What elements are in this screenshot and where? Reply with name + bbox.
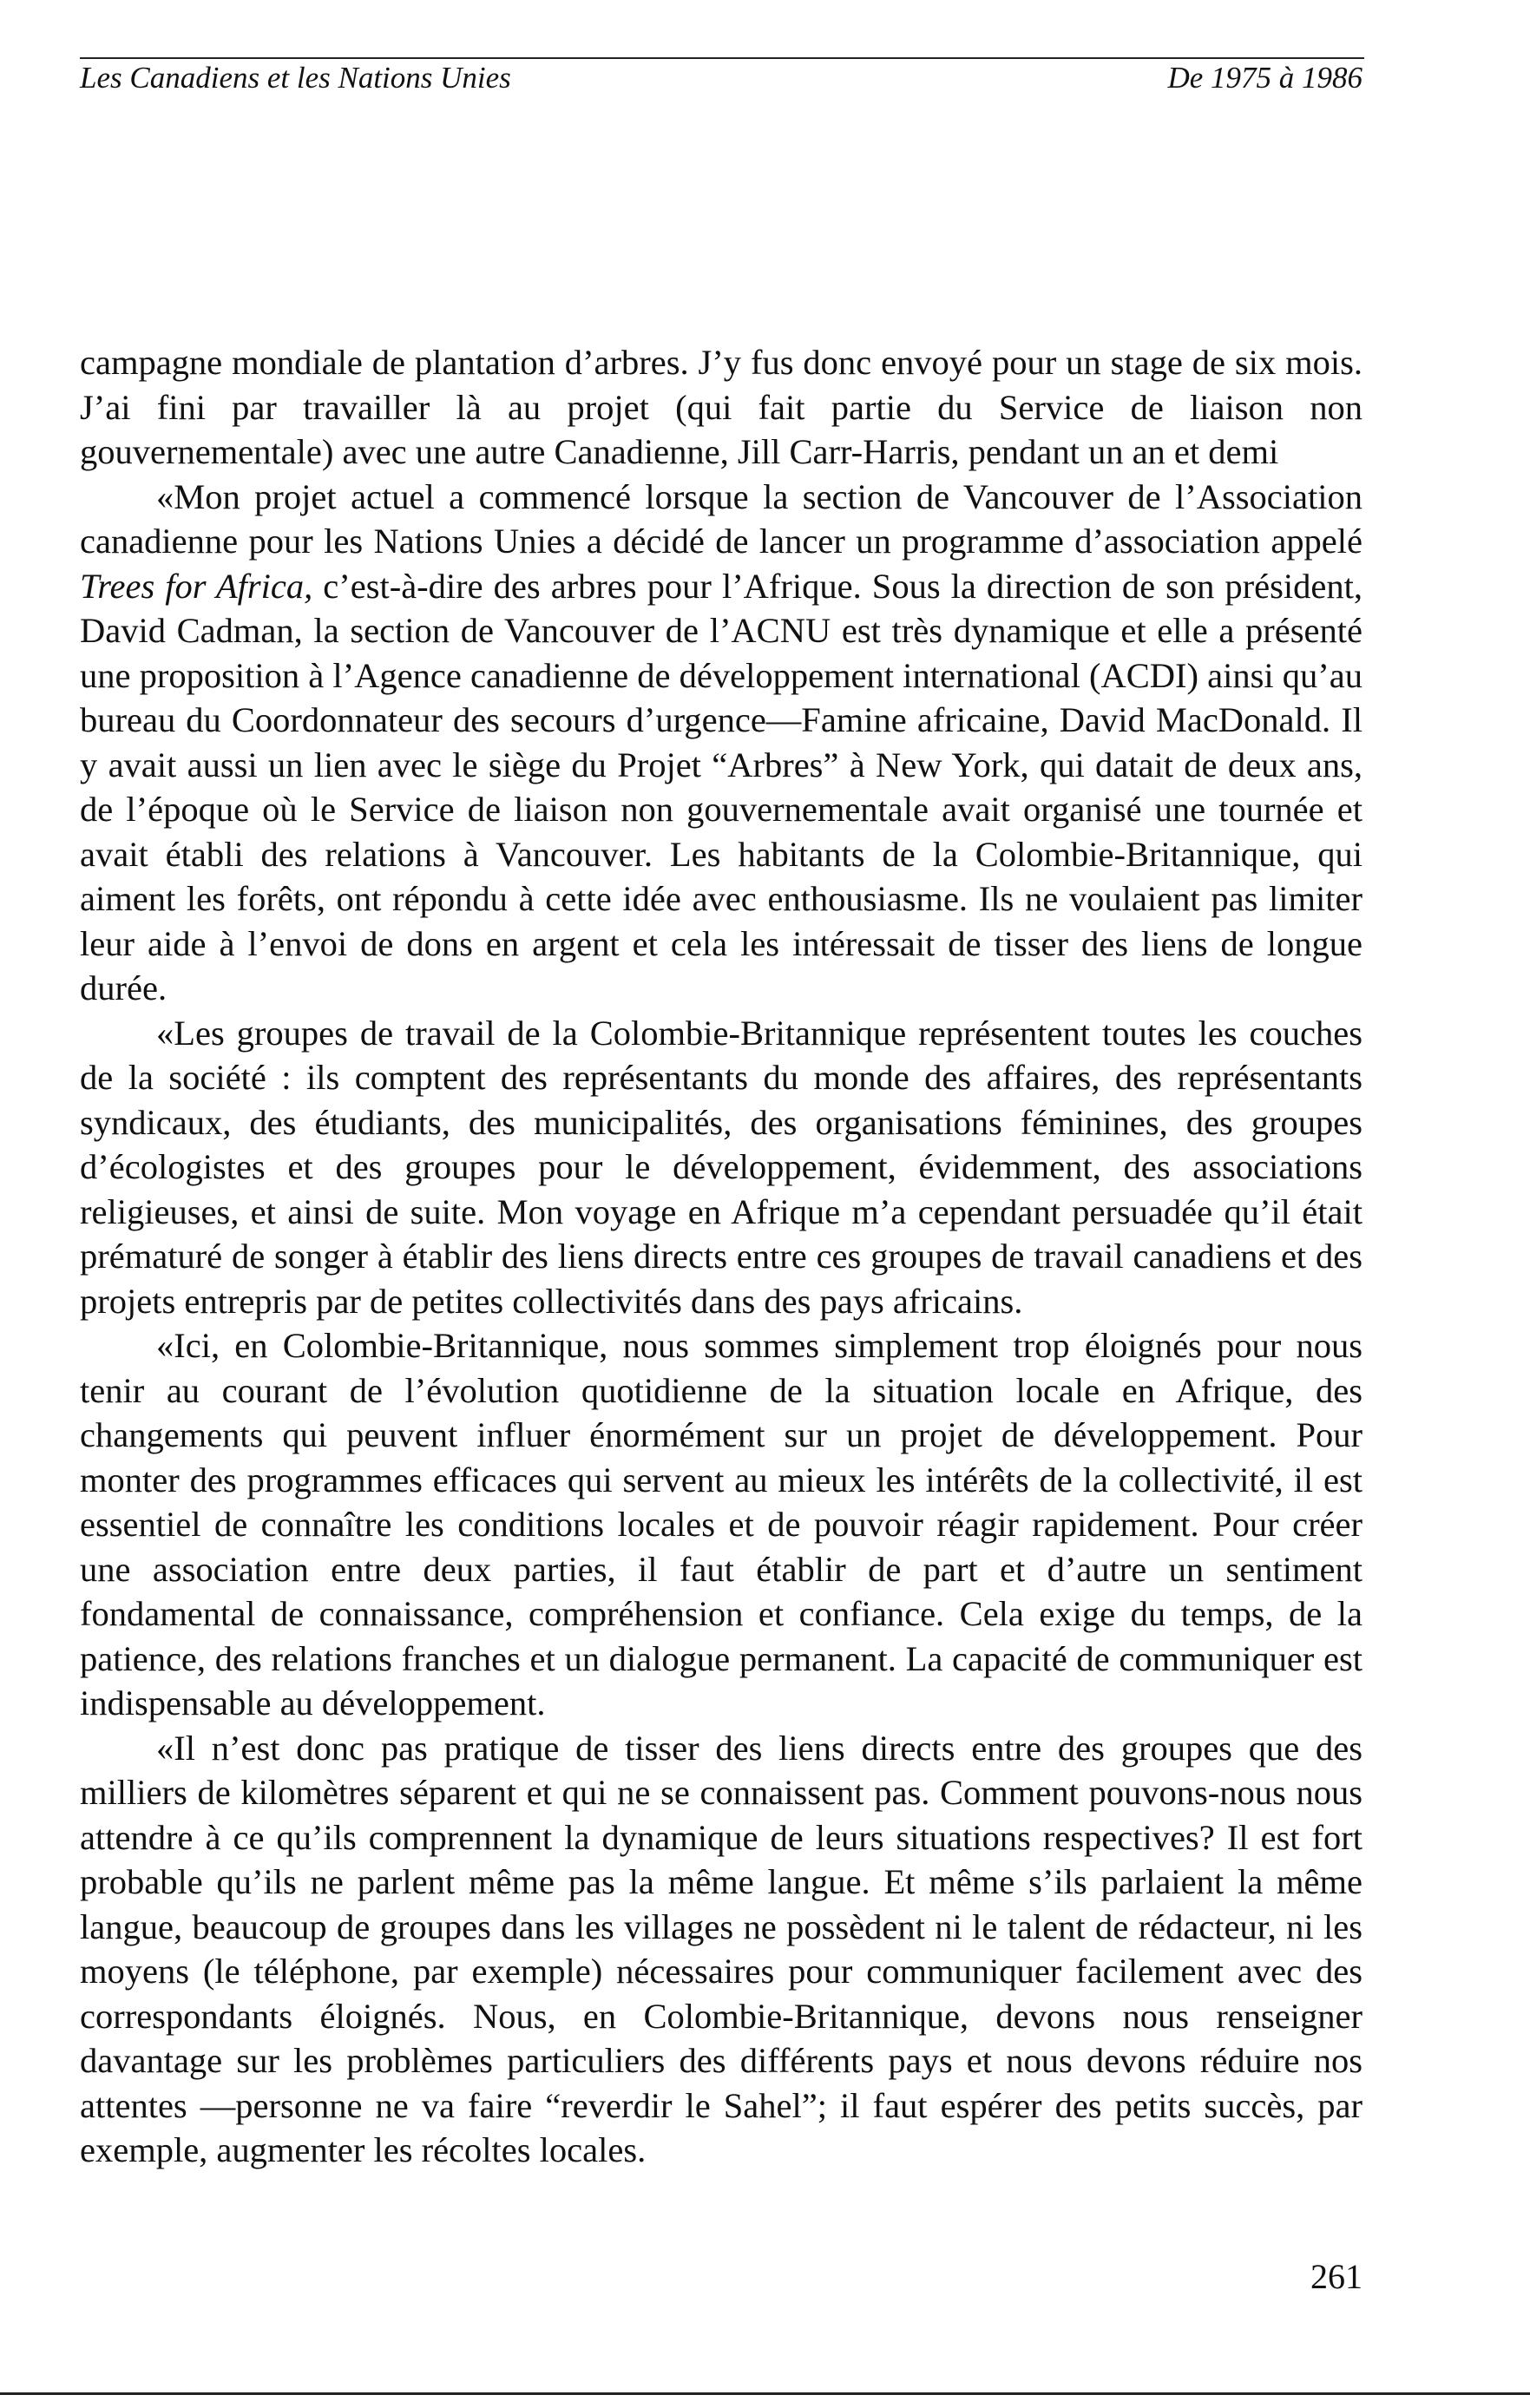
paragraph-text: «Mon projet actuel a commencé lorsque la section de Vancouver de l’Association canadienne pour les Nations Unies a décidé de lancer un programme d’association appelé (80, 476, 1363, 561)
paragraph-continuation (80, 340, 1363, 475)
running-header (80, 61, 1363, 95)
header-rule (80, 57, 1364, 59)
paragraph (80, 1011, 1363, 1324)
chapter-title: De 1975 à 1986 (1167, 61, 1363, 95)
paragraph-text: «Les groupes de travail de la Colombie-Britannique représentent toutes les couches de la société : ils comptent des représentants du monde des affaires, des représentants syndicaux, des étudiants, des municipalités, des organisations féminines, des groupes d’écologistes et des groupes pour le développement, évidemment, des associations religieuses, et ainsi de suite. Mon voyage en Afrique m’a cependant persuadée qu’il était prématuré de songer à établir des liens directs entre ces groupes de travail canadiens et des projets entrepris par de petites collectivités dans des pays africains. (80, 1013, 1363, 1321)
page-number: 261 (1310, 2257, 1363, 2296)
paragraph (80, 1323, 1363, 1726)
paragraph-text: campagne mondiale de plantation d’arbres. J’y fus donc envoyé pour un stage de six mois. J’ai fini par travailler là au projet (qui fait partie du Service de liaison non gouvernementale) avec une autre Canadienne, Jill Carr-Harris, pendant un an et demi (80, 343, 1363, 471)
paragraph-text: «Ici, en Colombie-Britannique, nous sommes simplement trop éloignés pour nous tenir au courant de l’évolution quotidienne de la situation locale en Afrique, des changements qui peuvent influer énormément sur un projet de développement. Pour monter des programmes efficaces qui servent au mieux les intérêts de la collectivité, il est essentiel de connaître les conditions locales et de pouvoir réagir rapidement. Pour créer une association entre deux parties, il faut établir de part et d’autre un sentiment fondamental de connaissance, compréhension et confiance. Cela exige du temps, de la patience, des relations franches et un dialogue permanent. La capacité de communiquer est indispensable au développement. (80, 1326, 1363, 1722)
paragraph-text: «Il n’est donc pas pratique de tisser des liens directs entre des groupes que des milliers de kilomètres séparent et qui ne se connaissent pas. Comment pouvons-nous nous attendre à ce qu’ils comprennent la dynamique de leurs situations respectives? Il est fort probable qu’ils ne parlent même pas la même langue. Et même s’ils parlaient la même langue, beaucoup de groupes dans les villages ne possèdent ni le talent de rédacteur, ni les moyens (le téléphone, par exemple) nécessaires pour communiquer facilement avec des correspondants éloignés. Nous, en Colombie-Britannique, devons nous renseigner davantage sur les problèmes particuliers des différents pays et nous devons réduire nos attentes —personne ne va faire “reverdir le Sahel”; il faut espérer des petits succès, par exemple, augmenter les récoltes locales. (80, 1728, 1363, 2169)
paragraph (80, 1726, 1363, 2173)
paragraph-text: c’est-à-dire des arbres pour l’Afrique. Sous la direction de son président, David Cadman, la section de Vancouver de l’ACNU est très dynamique et elle a présenté une proposition à l’Agence canadienne de développement international (ACDI) ainsi qu’au bureau du Coordonnateur des secours d’urgence—Famine africaine, David MacDonald. Il y avait aussi un lien avec le siège du Projet “Arbres” à New York, qui datait de deux ans, de l’époque où le Service de liaison non gouvernementale avait organisé une tournée et avait établi des relations à Vancouver. Les habitants de la Colombie-Britannique, qui aiment les forêts, ont répondu à cette idée avec enthousiasme. Ils ne voulaient pas limiter leur aide à l’envoi de dons en argent et cela les intéressait de tisser des liens de longue durée. (80, 566, 1363, 1007)
body-text (80, 340, 1363, 2173)
book-title: Les Canadiens et les Nations Unies (80, 61, 511, 95)
paragraph (80, 475, 1363, 1011)
bottom-edge-rule (0, 2392, 1530, 2395)
italic-title: Trees for Africa, (80, 566, 313, 606)
